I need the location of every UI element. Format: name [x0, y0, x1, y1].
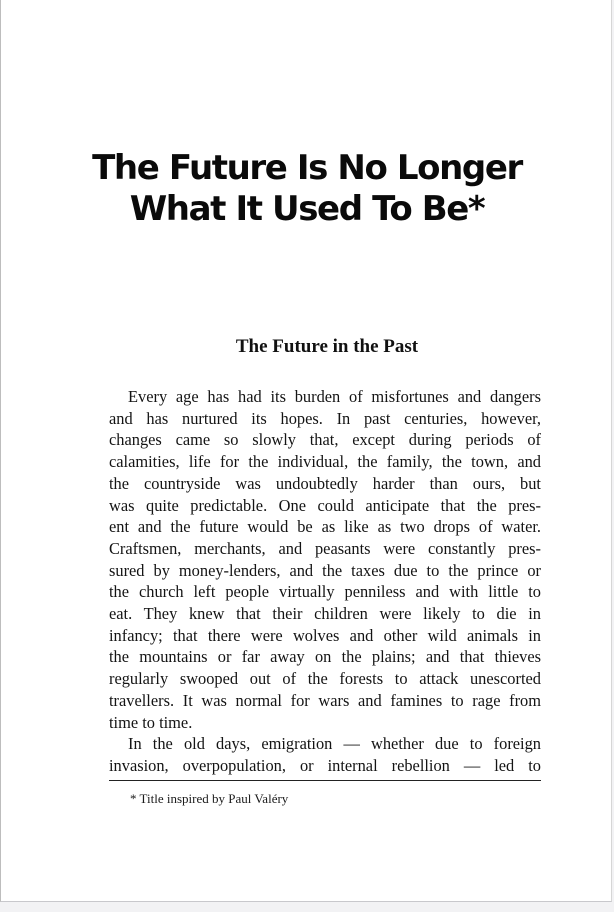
text-line: was quite predictable. One could anticipate that the pres-	[109, 495, 541, 515]
text-line: travellers. It was normal for wars and famines to rage from	[109, 690, 541, 710]
text-line: infancy; that there were wolves and other wild animals in	[109, 625, 541, 645]
text-line: the mountains or far away on the plains; and that thieves	[109, 647, 541, 667]
text-line: eat. They knew that their children were likely to die in	[109, 604, 541, 624]
text-line: Every age has had its burden of misfortunes and dangers	[128, 387, 541, 406]
footnote-divider	[109, 780, 541, 781]
footnote: * Title inspired by Paul Valéry	[130, 791, 289, 806]
text-line: In the old days, emigration — whether due to foreign	[128, 734, 541, 754]
text-line: Craftsmen, merchants, and peasants were constantly pres-	[109, 538, 541, 558]
text-line: the church left people virtually penniless and with little to	[109, 582, 541, 602]
text-line: invasion, overpopulation, or internal rebellion — led to	[109, 755, 541, 775]
body-text	[109, 386, 541, 777]
text-line: sured by money-lenders, and the taxes due to the prince or	[109, 560, 541, 580]
text-line: and has nurtured its hopes. In past centuries, however,	[109, 408, 541, 428]
chapter-title	[1, 148, 613, 230]
text-line: regularly swooped out of the forests to attack unescorted	[109, 669, 541, 689]
paragraph-2	[109, 733, 541, 776]
section-heading: The Future in the Past	[235, 336, 419, 357]
text-line: time to time.	[109, 712, 193, 732]
paragraph-1	[109, 386, 541, 733]
chapter-title-line-2: What It Used To Be*	[129, 189, 485, 229]
text-line: calamities, life for the individual, the family, the town, and	[109, 452, 541, 472]
chapter-title-line-1: The Future Is No Longer	[92, 148, 522, 188]
text-line: ent and the future would be as like as two drops of water.	[109, 517, 541, 537]
text-line: changes came so slowly that, except during periods of	[109, 430, 541, 450]
text-line: the countryside was undoubtedly harder than ours, but	[109, 473, 541, 493]
